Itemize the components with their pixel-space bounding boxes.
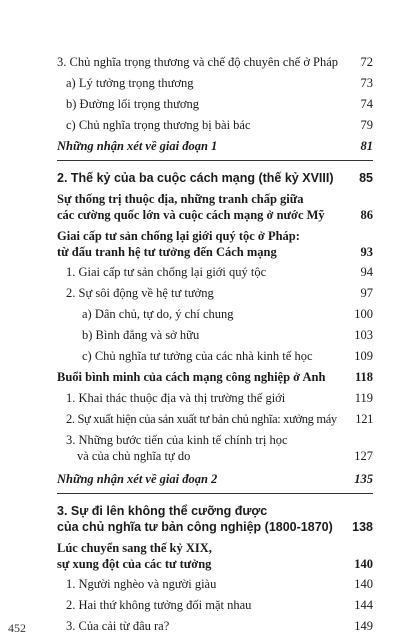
toc-entry bbox=[57, 228, 373, 260]
toc-entry bbox=[66, 264, 373, 280]
toc-entry-page: 138 bbox=[352, 520, 373, 534]
toc-entry-title: 2. Sự sôi động về hệ tư tưởng bbox=[66, 286, 214, 300]
section-divider bbox=[57, 160, 373, 161]
toc-entry-line2: sự xung đột của các tư tưởng bbox=[57, 557, 212, 571]
toc-entry-line2: và của chủ nghĩa tự do bbox=[77, 449, 191, 463]
toc-entry-title: 3. Chủ nghĩa trọng thương và chế độ chuyên chế ở Pháp bbox=[57, 55, 339, 69]
toc-entry bbox=[66, 618, 373, 634]
toc-entry-page: 79 bbox=[360, 118, 373, 132]
toc-entry-title: Những nhận xét về giai đoạn 1 bbox=[57, 139, 218, 153]
toc-entry-line1: Lúc chuyển sang thế kỷ XIX, bbox=[57, 541, 212, 555]
toc-entry-title bbox=[57, 191, 361, 223]
toc-entry-title bbox=[57, 503, 352, 535]
toc-entry bbox=[57, 369, 373, 385]
toc-entry-page: 81 bbox=[360, 139, 373, 153]
toc-entry-line1: 3. Sự đi lên không thể cưỡng được bbox=[57, 504, 268, 518]
toc-entry bbox=[66, 597, 373, 613]
toc-entry-page: 97 bbox=[360, 286, 373, 300]
toc-entry-title bbox=[57, 228, 361, 260]
toc-entry bbox=[66, 75, 373, 91]
toc-entry bbox=[82, 348, 373, 364]
toc-entry-page: 144 bbox=[354, 598, 373, 612]
toc-entry-title: 3. Của cải từ đâu ra? bbox=[66, 619, 170, 633]
toc-entry bbox=[82, 306, 373, 322]
toc-entry-page: 121 bbox=[355, 412, 373, 426]
toc-entry-page: 93 bbox=[360, 245, 373, 259]
toc-entry-title bbox=[66, 432, 354, 464]
toc-entry-page: 135 bbox=[354, 472, 373, 486]
toc-entry-title bbox=[57, 540, 354, 572]
toc-entry-title: b) Đường lối trọng thương bbox=[66, 97, 200, 111]
toc-entry-page: 72 bbox=[360, 55, 373, 69]
toc-chapter-heading bbox=[57, 503, 373, 535]
toc-entry bbox=[57, 54, 373, 70]
toc-entry bbox=[66, 411, 373, 427]
toc-entry bbox=[82, 327, 373, 343]
toc-entry-page: 85 bbox=[359, 171, 373, 185]
toc-entry-line1: 3. Những bước tiến của kinh tế chính trị học bbox=[66, 433, 288, 447]
toc-entry-title: c) Chủ nghĩa trọng thương bị bài bác bbox=[66, 118, 251, 132]
toc-entry-title: a) Dân chủ, tự do, ý chí chung bbox=[82, 307, 234, 321]
toc-entry-remarks bbox=[57, 471, 373, 487]
toc-entry-page: 103 bbox=[354, 328, 373, 342]
toc-entry-title: c) Chủ nghĩa tư tưởng của các nhà kinh tế học bbox=[82, 349, 313, 363]
toc-entry-line2: các cường quốc lớn và cuộc cách mạng ở nước Mỹ bbox=[57, 208, 325, 222]
toc-entry-page: 119 bbox=[354, 391, 373, 405]
toc-entry-line1: Sự thống trị thuộc địa, những tranh chấp giữa bbox=[57, 192, 304, 206]
toc-entry-line2: từ đấu tranh hệ tư tưởng đến Cách mạng bbox=[57, 245, 277, 259]
toc-entry-title: b) Bình đẳng và sở hữu bbox=[82, 328, 200, 342]
toc-entry-page: 118 bbox=[354, 370, 373, 384]
toc-entry-title: Buổi bình minh của cách mạng công nghiệp ở Anh bbox=[57, 370, 326, 384]
toc-entry bbox=[66, 285, 373, 301]
section-divider bbox=[57, 493, 373, 494]
toc-entry bbox=[66, 117, 373, 133]
toc-entry-title: 1. Giai cấp tư sản chống lại giới quý tộc bbox=[66, 265, 267, 279]
toc-entry-page: 140 bbox=[354, 577, 373, 591]
toc-entry-title: 1. Người nghèo và người giàu bbox=[66, 577, 217, 591]
toc-entry bbox=[66, 96, 373, 112]
toc-entry-page: 86 bbox=[360, 208, 373, 222]
toc-entry-page: 127 bbox=[354, 449, 373, 463]
toc-entry-remarks bbox=[57, 138, 373, 154]
toc-entry-page: 149 bbox=[354, 619, 373, 633]
toc-entry-title: 2. Thế kỷ của ba cuộc cách mạng (thế kỷ XVIII) bbox=[57, 171, 334, 185]
toc-chapter-heading bbox=[57, 170, 373, 186]
toc-entry-title: 2. Hai thứ không tưởng đối mặt nhau bbox=[66, 598, 252, 612]
toc-entry bbox=[66, 390, 373, 406]
toc-entry-title: a) Lý tưởng trọng thương bbox=[66, 76, 194, 90]
toc-entry-page: 100 bbox=[354, 307, 373, 321]
page-number: 452 bbox=[8, 621, 26, 635]
toc-entry-page: 94 bbox=[360, 265, 373, 279]
toc-entry bbox=[66, 432, 373, 464]
toc-entry-title: 1. Khai thác thuộc địa và thị trường thế giới bbox=[66, 391, 286, 405]
toc-entry bbox=[66, 576, 373, 592]
toc-entry-title: Những nhận xét về giai đoạn 2 bbox=[57, 472, 218, 486]
toc-entry bbox=[57, 191, 373, 223]
toc-entry-page: 140 bbox=[354, 557, 373, 571]
toc-entry-line1: Giai cấp tư sản chống lại giới quý tộc ở Pháp: bbox=[57, 229, 300, 243]
toc-entry-page: 109 bbox=[354, 349, 373, 363]
toc-entry-page: 74 bbox=[360, 97, 373, 111]
toc-entry-line2: của chủ nghĩa tư bản công nghiệp (1800-1870) bbox=[57, 520, 333, 534]
toc-entry-title: 2. Sự xuất hiện của sản xuất tư bản chủ nghĩa: xưởng máy bbox=[66, 412, 337, 426]
toc-entry bbox=[57, 540, 373, 572]
toc-entry-page: 73 bbox=[360, 76, 373, 90]
